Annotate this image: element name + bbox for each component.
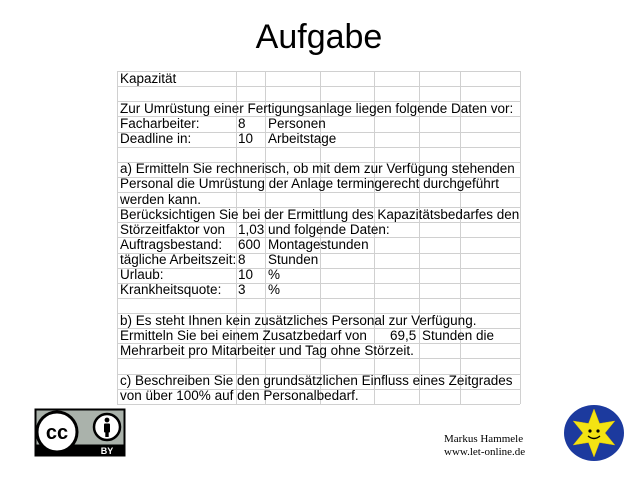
sheet-cell: 600 (238, 236, 261, 252)
grid-column-line (520, 71, 521, 404)
sheet-cell: werden kann. (120, 191, 202, 207)
grid-column-line (117, 71, 118, 404)
sheet-cell: Auftragsbestand: (120, 236, 223, 252)
sheet-cell: Mehrarbeit pro Mitarbeiter und Tag ohne Störzeit. (120, 342, 414, 358)
sheet-cell: Zur Umrüstung einer Fertigungsanlage liegen folgende Daten vor: (120, 100, 514, 116)
sheet-cell: und folgende Daten: (268, 221, 390, 237)
cc-text: cc (45, 422, 69, 444)
sheet-cell: 10 (238, 267, 254, 283)
grid-column-line (419, 71, 420, 404)
sheet-cell: von über 100% auf den Personalbedarf. (120, 388, 359, 404)
author-name: Markus Hammele (444, 433, 524, 445)
sheet-cell: tägliche Arbeitszeit: (120, 252, 237, 268)
sheet-cell: 8 (238, 115, 246, 131)
cc-by-license-icon (34, 408, 126, 457)
sun-logo-icon (563, 404, 625, 462)
sheet-cell: c) Beschreiben Sie den grundsätzlichen Einfluss eines Zeitgrades (120, 373, 513, 389)
sheet-cell: 10 (238, 131, 254, 147)
sheet-cell: b) Es steht Ihnen kein zusätzliches Personal zur Verfügung. (120, 312, 477, 328)
sheet-cell: Montagestunden (268, 236, 369, 252)
sheet-cell: 3 (238, 282, 246, 298)
sheet-cell: Ermitteln Sie bei einem Zusatzbedarf von (120, 327, 367, 343)
sheet-cell: Deadline in: (120, 131, 192, 147)
author-block (444, 433, 525, 459)
sheet-cell: % (268, 267, 281, 283)
sheet-cell: Kapazität (120, 70, 177, 86)
sheet-cell: 8 (238, 252, 246, 268)
author-website[interactable]: www.let-online.de (444, 446, 526, 458)
sheet-cell: Personal die Umrüstung der Anlage termingerecht durchgeführt (120, 176, 499, 192)
sheet-cell: Störzeitfaktor von (120, 221, 226, 237)
sheet-cell: Stunden (268, 252, 319, 268)
sheet-cell: Urlaub: (120, 267, 164, 283)
sheet-cell: Krankheitsquote: (120, 282, 222, 298)
sheet-cell: a) Ermitteln Sie rechnerisch, ob mit dem zur Verfügung stehenden (120, 161, 515, 177)
by-text: BY (100, 446, 114, 456)
slide-title: Aufgabe (255, 18, 383, 56)
sheet-cell: Arbeitstage (268, 131, 337, 147)
sheet-cell: Personen (268, 115, 326, 131)
sheet-cell: Stunden die (422, 327, 495, 343)
sheet-cell: Berücksichtigen Sie bei der Ermittlung des Kapazitätsbedarfes den (120, 206, 520, 222)
sheet-cell: Facharbeiter: (120, 115, 200, 131)
sheet-cell: 69,5 (390, 327, 417, 343)
sheet-cell: 1,03 (238, 221, 265, 237)
grid-column-line (460, 71, 461, 404)
sheet-cell: % (268, 282, 281, 298)
